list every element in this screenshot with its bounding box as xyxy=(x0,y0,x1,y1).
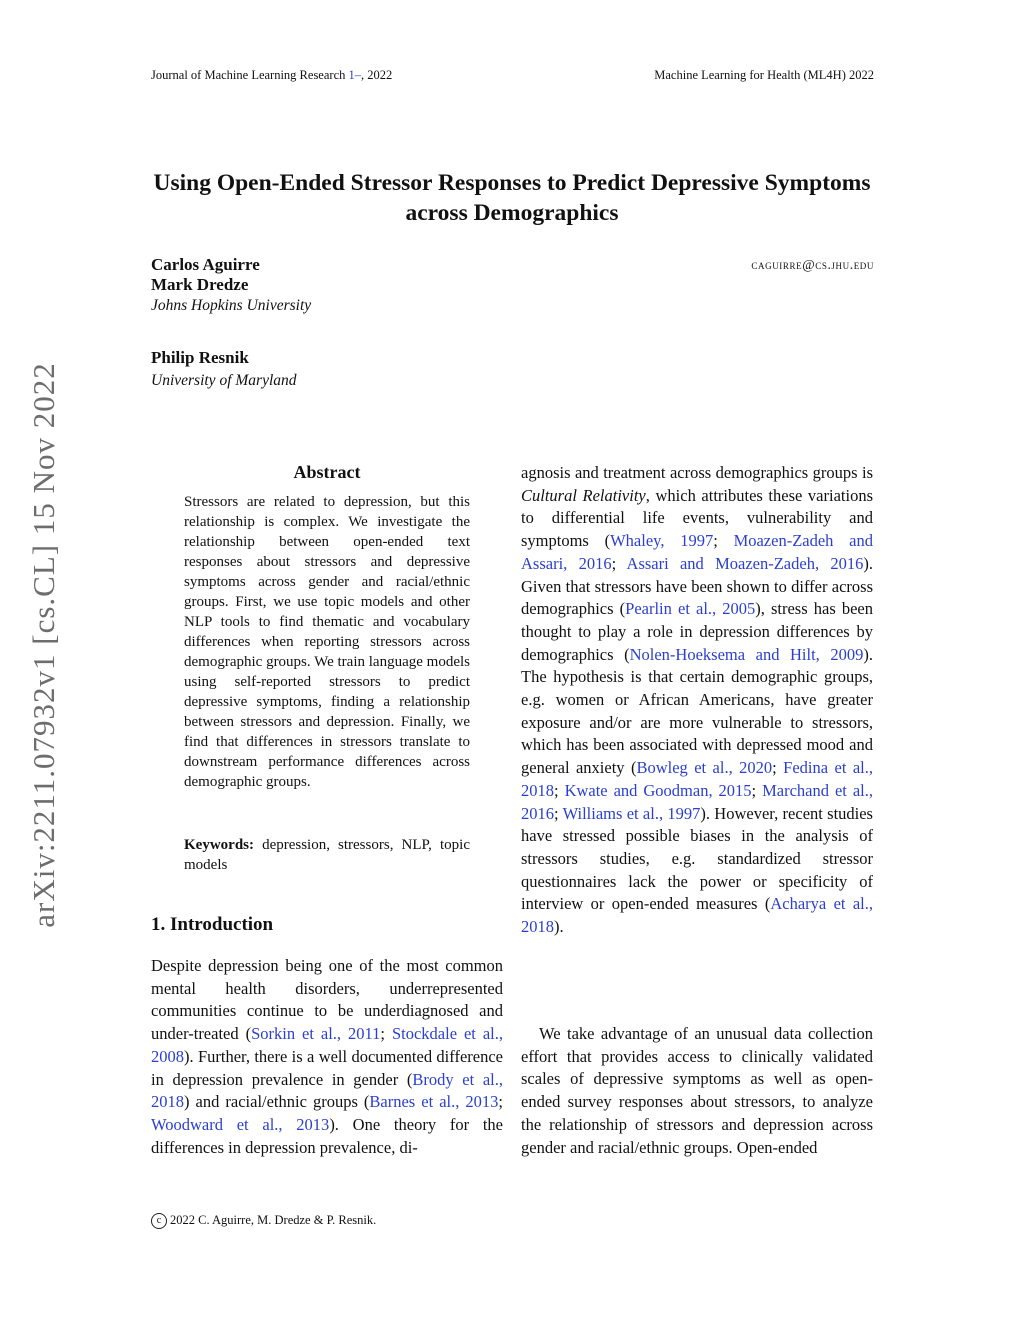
intro-right-column-para1: agnosis and treatment across demographics groups is Cultural Relativity, which attributes these variations to differential life events, vulnerability and symptoms (Whaley, 1997; Moazen-Zadeh and Assari, 2016; Assari and Moazen-Zadeh, 2016). Given that stressors have been shown to differ across demographics (Pearlin et al., 2005), stress has been thought to play a role in depression differences by demographics (Nolen-Hoeksema and Hilt, 2009). The hypothesis is that certain demographic groups, e.g. women or African Americans, have greater exposure and/or are more vulnerable to stressors, which has been associated with depressed mood and general anxiety (Bowleg et al., 2020; Fedina et al., 2018; Kwate and Goodman, 2015; Marchand et al., 2016; Williams et al., 1997). However, recent studies have stressed possible biases in the analysis of stressors studies, e.g. standardized stressor questionnaires lack the power or specificity of interview or open-ended measures (Acharya et al., 2018). xyxy=(521,463,874,937)
citation-link[interactable]: Fedina et al., 2018 xyxy=(521,758,873,800)
author-resnik: Philip Resnik xyxy=(151,348,249,367)
citation-link[interactable]: Marchand et al., 2016 xyxy=(521,780,873,823)
citation-link[interactable]: Stockdale et al., 2008 xyxy=(151,1024,503,1066)
copyright-icon: c xyxy=(151,1213,167,1229)
running-header-venue: Machine Learning for Health (ML4H) 2022 xyxy=(654,68,874,82)
affiliation-umd: University of Maryland xyxy=(151,372,297,389)
section-heading-introduction: 1. Introduction xyxy=(151,914,274,935)
affiliation-jhu: Johns Hopkins University xyxy=(151,297,312,314)
author-email[interactable]: caguirre@cs.jhu.edu xyxy=(751,257,874,272)
citation-link[interactable]: Williams et al., 1997 xyxy=(562,803,701,823)
journal-page-link[interactable]: 1– xyxy=(348,68,361,82)
author-aguirre: Carlos Aguirre xyxy=(151,255,260,274)
citation-link[interactable]: Nolen-Hoeksema and Hilt, 2009 xyxy=(629,644,864,664)
citation-link[interactable]: Pearlin et al., 2005 xyxy=(625,599,756,619)
author-dredze: Mark Dredze xyxy=(151,275,249,294)
citation-link[interactable]: Barnes et al., 2013 xyxy=(369,1092,499,1112)
abstract-body: Stressors are related to depression, but this relationship is complex. We investigate the relationship between open-ended text responses about stressors and depressive symptoms across gender and racial/ethnic groups. First, we use topic models and other NLP tools to find thematic and vocabulary differences when reporting stressors across demographic groups. We train language models using self-reported stressors to predict depressive symptoms, finding a relationship between stressors and depression. Finally, we find that differences in stressors translate to downstream performance differences across demographic groups. xyxy=(184,494,470,790)
copyright-text: 2022 C. Aguirre, M. Dredze & P. Resnik. xyxy=(170,1213,377,1227)
citation-link[interactable]: Kwate and Goodman, 2015 xyxy=(564,780,752,800)
abstract-heading: Abstract xyxy=(293,462,361,482)
citation-link[interactable]: Brody et al., 2018 xyxy=(151,1069,503,1112)
citation-link[interactable]: Woodward et al., 2013 xyxy=(151,1114,330,1134)
citation-link[interactable]: Assari and Moazen-Zadeh, 2016 xyxy=(626,553,864,573)
arxiv-stamp-text: arXiv:2211.07932v1 [cs.CL] 15 Nov 2022 xyxy=(26,362,61,928)
citation-link[interactable]: Moazen-Zadeh and Assari, 2016 xyxy=(521,531,874,573)
citation-link[interactable]: Bowleg et al., 2020 xyxy=(636,758,773,778)
keywords-label: Keywords: xyxy=(184,837,254,853)
citation-link[interactable]: Acharya et al., 2018 xyxy=(521,894,874,937)
citation-link[interactable]: Whaley, 1997 xyxy=(610,531,714,551)
intro-right-column-para2: We take advantage of an unusual data collection effort that provides access to clinically validated scales of depressive symptoms as well as open-ended survey responses about stressors, to analyze the relationship of stressors and depression across gender and racial/ethnic groups. Open-ended xyxy=(521,1024,873,1157)
running-header-journal: Journal of Machine Learning Research 1–, 2022 xyxy=(151,68,393,82)
copyright-footer xyxy=(151,1213,376,1229)
emphasis-cultural-relativity: Cultural Relativity xyxy=(521,485,646,505)
citation-link[interactable]: Sorkin et al., 2011 xyxy=(251,1024,381,1044)
keywords xyxy=(184,835,470,875)
keywords-list: depression, stressors, NLP, topic models xyxy=(184,837,470,873)
paper-title: Using Open-Ended Stressor Responses to Predict Depressive Symptoms across Demographics xyxy=(153,170,871,226)
intro-left-column: Despite depression being one of the most common mental health disorders, underrepresented communities continue to be underdiagnosed and under-treated (Sorkin et al., 2011; Stockdale et al., 2008). Further, there is a well documented difference in depression prevalence in gender (Brody et al., 2018) and racial/ethnic groups (Barnes et al., 2013; Woodward et al., 2013). One theory for the differences in depression prevalence, di- xyxy=(151,956,503,1157)
